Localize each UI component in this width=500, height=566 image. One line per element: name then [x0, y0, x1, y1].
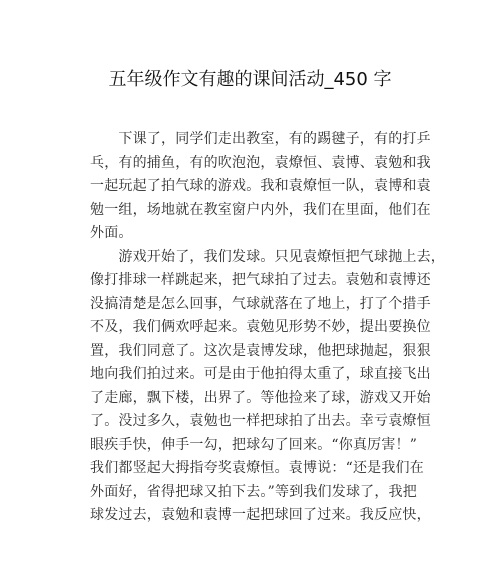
text-line: 我们都竖起大拇指夸奖袁燎恒。袁博说：“还是我们在 [90, 460, 424, 476]
text-line: 没搞清楚是怎么回事，气球就落在了地上，打了个措手 [90, 295, 431, 312]
text-line: 不及，我们俩欢呼起来。袁勉见形势不妙，提出要换位 [90, 319, 431, 335]
essay-body [90, 128, 445, 528]
text-line: 下课了，同学们走出教室，有的踢毽子，有的打乒 [90, 131, 431, 147]
text-line: 外面。 [90, 225, 133, 241]
text-line: 外面好，省得把球又拍下去。”等到我们发球了，我把 [90, 483, 417, 500]
text-line: 乓，有的捕鱼，有的吹泡泡，袁燎恒、袁博、袁勉和我 [90, 154, 431, 171]
text-line: 置，我们同意了。这次是袁博发球，他把球抛起，狠狠 [90, 342, 431, 359]
text-line: 球发过去，袁勉和袁博一起把球回了过来。我反应快， [90, 507, 431, 523]
text-line: 勉一组，场地就在教室窗户内外，我们在里面，他们在 [90, 201, 431, 218]
text-line: 了。没过多久，袁勉也一样把球拍了出去。幸亏袁燎恒 [90, 413, 431, 429]
text-line: 眼疾手快，伸手一勾，把球勾了回来。“你真厉害！” [90, 436, 418, 453]
document-title: 五年级作文有趣的课间活动_450 字 [108, 69, 392, 90]
text-line: 像打排球一样跳起来，把气球拍了过去。袁勉和袁博还 [90, 272, 431, 288]
text-line: 地向我们拍过来。可是由于他拍得太重了，球直接飞出 [90, 366, 431, 382]
text-line: 了走廊，飘下楼，出界了。等他捡来了球，游戏又开始 [90, 389, 431, 406]
text-line: 一起玩起了拍气球的游戏。我和袁燎恒一队，袁博和袁 [90, 178, 431, 194]
text-line: 游戏开始了，我们发球。只见袁燎恒把气球抛上去， [90, 248, 445, 265]
